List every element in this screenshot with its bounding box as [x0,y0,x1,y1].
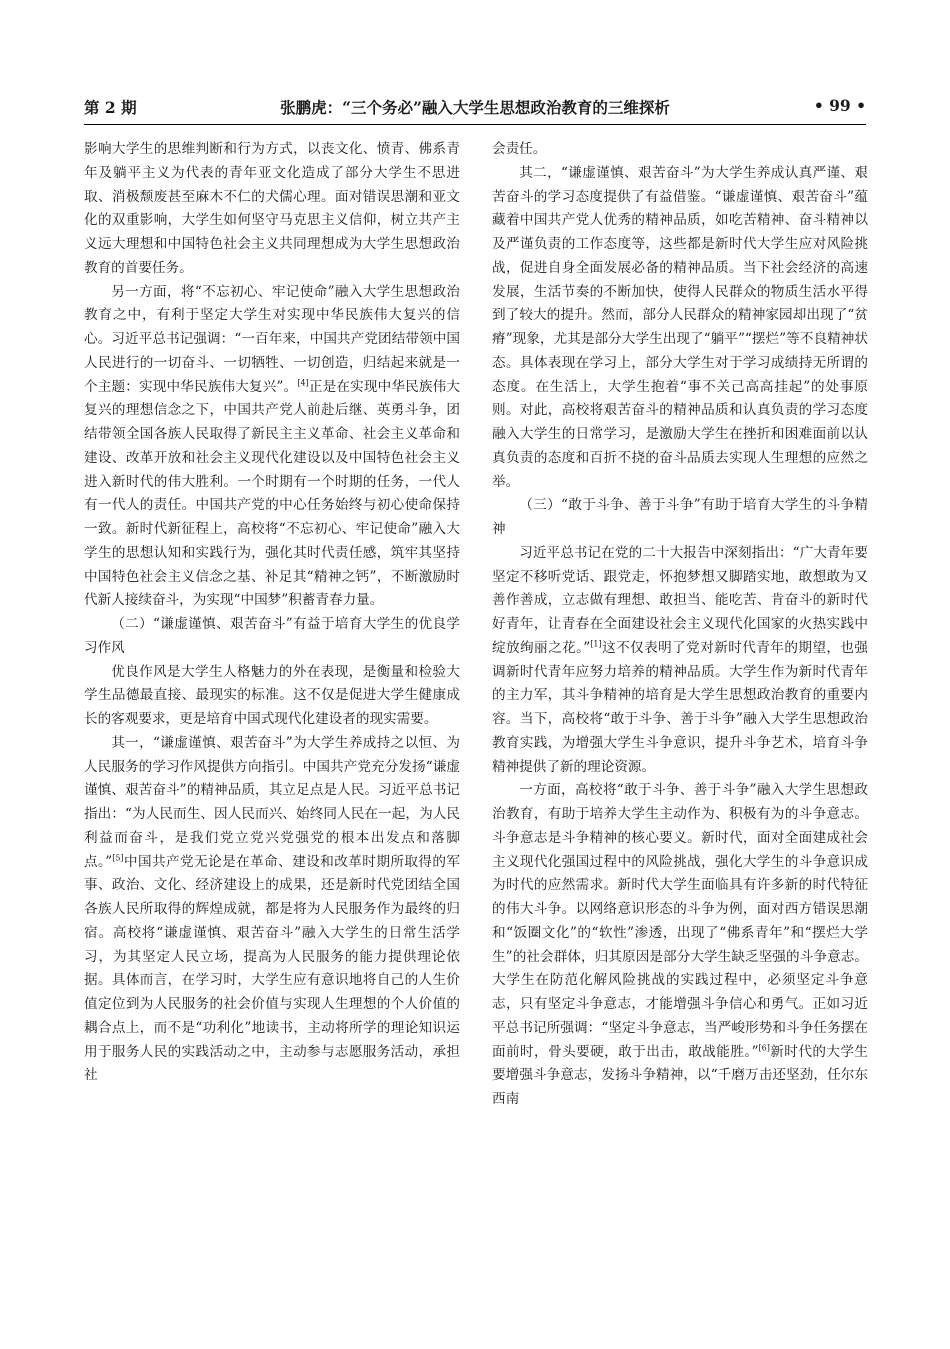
paragraph: 另一方面，将“不忘初心、牢记使命”融入大学生思想政治教育之中，有利于坚定大学生对实现中华民族伟大复兴的信心。习近平总书记强调：“一百年来，中国共产党团结带领中国人民进行的一切奋斗、一切牺牲、一切创造，归结起来就是一个主题：实现中华民族伟大复兴”。[4]正是在实现中华民族伟大复兴的理想信念之下，中国共产党人前赴后继、英勇斗争，团结带领全国各族人民取得了新民主主义革命、社会主义革命和建设、改革开放和社会主义现代化建设以及中国特色社会主义进入新时代的伟大胜利。一个时期有一个时期的任务，一代人有一代人的责任。中国共产党的中心任务始终与初心使命保持一致。新时代新征程上，高校将“不忘初心、牢记使命”融入大学生的思想认知和实践行为，强化其时代责任感，筑牢其坚持中国特色社会主义信念之基、补足其“精神之钙”，不断激励时代新人接续奋斗，为实现“中国梦”积蓄青春力量。 [84,283,460,609]
section-subheading: （二）“谦虚谨慎、艰苦奋斗”有益于培育大学生的优良学习作风 [84,616,460,656]
citation-ref: [1] [590,639,602,649]
paragraph: 影响大学生的思维判断和行为方式，以丧文化、愤青、佛系青年及躺平主义为代表的青年亚文化造成了部分大学生不思进取、消极颓废甚至麻木不仁的犬儒心理。面对错误思潮和亚文化的双重影响，大学生如何坚守马克思主义信仰，树立共产主义远大理想和中国特色社会主义共同理想成为大学生思想政治教育的首要任务。 [84,141,460,276]
citation-ref: [5] [112,852,124,862]
paragraph: 其一，“谦虚谨慎、艰苦奋斗”为大学生养成持之以恒、为人民服务的学习作风提供方向指引。中国共产党充分发扬“谦虚谨慎、艰苦奋斗”的精神品质，其立足点是人民。习近平总书记指出：“为人民而生、因人民而兴、始终同人民在一起，为人民利益而奋斗，是我们党立党兴党强党的根本出发点和落脚点。”[5]中国共产党无论是在革命、建设和改革时期所取得的军事、政治、文化、经济建设上的成果，还是新时代党团结全国各族人民所取得的辉煌成就，都是将为人民服务作为最终的归宿。高校将“谦虚谨慎、艰苦奋斗”融入大学生的日常生活学习，为其坚定人民立场，提高为人民服务的能力提供理论依据。具体而言，在学习时，大学生应有意识地将自己的人生价值定位到为人民服务的社会价值与实现人生理想的个人价值的耦合点上，而不是“功利化”地读书，主动将所学的理论知识运用于服务人民的实践活动之中，主动参与志愿服务活动，承担社 [84,734,460,1084]
paragraph: 优良作风是大学生人格魅力的外在表现，是衡量和检验大学生品德最直接、最现实的标准。这不仅是促进大学生健康成长的客观要求，更是培育中国式现代化建设者的现实需要。 [84,663,460,727]
section-subheading: （三）“敢于斗争、善于斗争”有助于培育大学生的斗争精神 [492,497,868,537]
right-column [492,138,868,1268]
running-title: 张鹏虎：“三个务必”融入大学生思想政治教育的三维探析 [280,98,670,117]
left-column [84,138,460,1268]
page-number: • 99 • [813,96,866,115]
paragraph: 会责任。 [492,141,547,157]
paragraph: 其二，“谦虚谨慎、艰苦奋斗”为大学生养成认真严谨、艰苦奋斗的学习态度提供了有益借鉴。“谦虚谨慎、艰苦奋斗”蕴藏着中国共产党人优秀的精神品质，如吃苦精神、奋斗精神以及严谨负责的工作态度等，这些都是新时代大学生应对风险挑战，促进自身全面发展必备的精神品质。当下社会经济的高速发展，生活节奏的不断加快，使得人民群众的物质生活水平得到了较大的提升。然而，部分人民群众的精神家园却出现了“贫瘠”现象，尤其是部分大学生出现了“躺平”“摆烂”等不良精神状态。具体表现在学习上，部分大学生对于学习成绩持无所谓的态度。在生活上，大学生抱着“事不关己高高挂起”的处事原则。对此，高校将艰苦奋斗的精神品质和认真负责的学习态度融入大学生的日常学习，是激励大学生在挫折和困难面前以认真负责的态度和百折不挠的奋斗品质去实现人生理想的应然之举。 [492,164,868,490]
citation-ref: [4] [297,377,309,387]
paragraph: 习近平总书记在党的二十大报告中深刻指出：“广大青年要坚定不移听党话、跟党走，怀抱梦想又脚踏实地，敢想敢为又善作善成，立志做有理想、敢担当、能吃苦、肯奋斗的新时代好青年，让青春在全面建设社会主义现代化国家的火热实践中绽放绚丽之花。”[1]这不仅表明了党对新时代青年的期望，也强调新时代青年应努力培养的精神品质。大学生作为新时代青年的主力军，其斗争精神的培育是大学生思想政治教育的重要内容。当下，高校将“敢于斗争、善于斗争”融入大学生思想政治教育实践，为增强大学生斗争意识，提升斗争艺术，培育斗争精神提供了新的理论资源。 [492,544,868,775]
citation-ref: [6] [758,1042,770,1052]
issue-number: 第 2 期 [84,98,137,117]
header-rule [84,124,866,125]
running-header [84,96,866,122]
paragraph: 一方面，高校将“敢于斗争、善于斗争”融入大学生思想政治教育，有助于培养大学生主动作为、积极有为的斗争意志。斗争意志是斗争精神的核心要义。新时代，面对全面建成社会主义现代化强国过程中的风险挑战，强化大学生的斗争意识成为时代的应然需求。新时代大学生面临具有许多新的时代特征的伟大斗争。以网络意识形态的斗争为例，面对西方错误思潮和“饭圈文化”的“软性”渗透，出现了“佛系青年”和“摆烂大学生”的社会群体，归其原因是部分大学生缺乏坚强的斗争意志。大学生在防范化解风险挑战的实践过程中，必须坚定斗争意志，只有坚定斗争意志，才能增强斗争信心和勇气。正如习近平总书记所强调：“坚定斗争意志，当严峻形势和斗争任务摆在面前时，骨头要硬，敢于出击，敢战能胜。”[6]新时代的大学生要增强斗争意志，发扬斗争精神，以“千磨万击还坚劲，任尔东西南 [492,782,868,1107]
